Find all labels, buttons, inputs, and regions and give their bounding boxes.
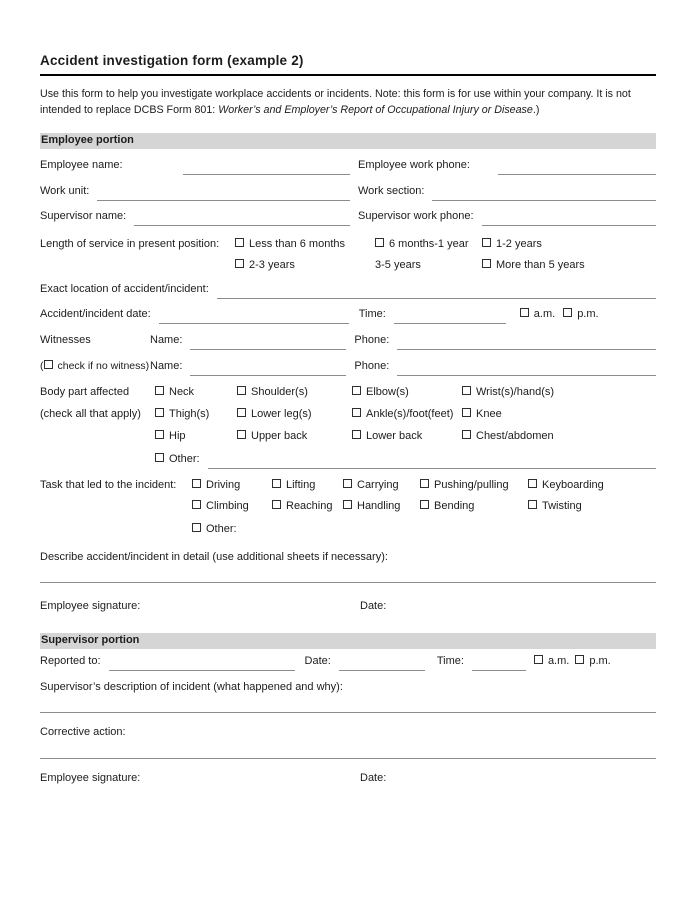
- 6-months-1-year-checkbox[interactable]: [375, 238, 384, 247]
- supervisor-name-label: Supervisor name:: [40, 210, 127, 222]
- climbing-option: [192, 499, 272, 513]
- reported-am-checkbox[interactable]: [534, 655, 543, 664]
- lower-back-option: [352, 429, 462, 443]
- date-am-checkbox[interactable]: [520, 308, 529, 317]
- thighs-label: Thigh(s): [169, 407, 210, 420]
- task-label: Task that led to the incident:: [40, 478, 177, 491]
- body-part-row-3: [40, 429, 656, 449]
- reported-pm-checkbox[interactable]: [575, 655, 584, 664]
- shoulders-checkbox[interactable]: [237, 386, 246, 395]
- driving-option: [192, 478, 272, 492]
- 6-months-1-year-label: 6 months-1 year: [389, 238, 469, 250]
- carrying-option: [343, 478, 420, 492]
- body-other-option: [155, 452, 200, 466]
- work-section-label: Work section:: [358, 184, 425, 197]
- elbows-option: [352, 385, 462, 399]
- reaching-option: [272, 499, 343, 513]
- 2-3-years-checkbox[interactable]: [235, 259, 244, 268]
- carrying-checkbox[interactable]: [343, 479, 352, 488]
- intro-line1: Use this form to help you investigate workplace accidents or incidents. Note: this form is for use within your company. It is not: [40, 88, 631, 100]
- accident-date-label: Accident/incident date:: [40, 308, 151, 320]
- employee-name-row: [40, 158, 656, 179]
- task-other-row: [40, 522, 656, 542]
- task-other-checkbox[interactable]: [192, 523, 201, 532]
- reaching-label: Reaching: [286, 500, 333, 513]
- less-than-6-months-label: Less than 6 months: [249, 238, 346, 250]
- reaching-checkbox[interactable]: [272, 500, 281, 509]
- chest-abdomen-checkbox[interactable]: [462, 430, 471, 439]
- corrective-action-label: Corrective action:: [40, 726, 126, 739]
- twisting-checkbox[interactable]: [528, 500, 537, 509]
- bending-option: [420, 499, 528, 513]
- no-witness-open-paren: (: [40, 359, 44, 372]
- chest-abdomen-option: [462, 429, 656, 443]
- length-of-service-row-2: [40, 258, 656, 279]
- lifting-option: [272, 478, 343, 492]
- 2-3-years-option: [235, 258, 375, 272]
- employee-signature-label: Employee signature:: [40, 600, 141, 613]
- employee-name-field: [40, 158, 350, 175]
- reported-date-input-line[interactable]: [339, 654, 425, 671]
- driving-checkbox[interactable]: [192, 479, 201, 488]
- witness-row-1: [40, 333, 656, 354]
- more-than-5-years-label: More than 5 years: [496, 259, 585, 271]
- accident-date-input-line[interactable]: [159, 307, 349, 324]
- work-unit-label: Work unit:: [40, 184, 90, 197]
- body-other-input-line[interactable]: [208, 452, 656, 469]
- witness1-name-label: Name:: [150, 334, 183, 346]
- date-pm-checkbox[interactable]: [563, 308, 572, 317]
- body-part-row-1: [40, 385, 656, 405]
- exact-location-row: [40, 282, 656, 303]
- supervisor-employee-signature-label: Employee signature:: [40, 772, 141, 785]
- bending-label: Bending: [434, 500, 475, 513]
- lower-legs-checkbox[interactable]: [237, 408, 246, 417]
- reported-time-input-line[interactable]: [472, 654, 526, 671]
- chest-abdomen-label: Chest/abdomen: [476, 430, 554, 443]
- carrying-label: Carrying: [357, 478, 399, 491]
- work-unit-field: [40, 184, 350, 201]
- body-part-label: Body part affected: [40, 385, 130, 398]
- elbows-checkbox[interactable]: [352, 386, 361, 395]
- supervisor-description-label: Supervisor’s description of incident (what happened and why):: [40, 681, 343, 694]
- am-option: [520, 307, 555, 321]
- accident-date-row: [40, 307, 656, 328]
- more-than-5-years-option: [482, 258, 585, 272]
- task-other-option: [192, 522, 237, 536]
- witness1-phone-input-line[interactable]: [397, 333, 656, 350]
- supervisor-name-input-line[interactable]: [134, 209, 350, 226]
- exact-location-input-line[interactable]: [217, 282, 656, 299]
- supervisor-name-row: [40, 209, 656, 230]
- driving-label: Driving: [206, 478, 241, 491]
- describe-incident-writing-line[interactable]: [40, 582, 656, 583]
- employee-signature-row: [40, 599, 656, 620]
- form-content: [40, 0, 656, 792]
- witness2-phone-input-line[interactable]: [397, 359, 656, 376]
- supervisor-description-writing-line[interactable]: [40, 712, 656, 713]
- reported-to-label: Reported to:: [40, 655, 101, 668]
- employee-signature-date-label: Date:: [360, 600, 387, 613]
- supervisor-work-phone-label: Supervisor work phone:: [358, 210, 474, 222]
- page-title: Accident investigation form (example 2): [40, 53, 304, 68]
- supervisor-name-field: [40, 209, 350, 226]
- task-row-2: [40, 499, 656, 519]
- climbing-label: Climbing: [206, 500, 249, 513]
- neck-option: [155, 385, 237, 399]
- ankles-feet-checkbox[interactable]: [352, 408, 361, 417]
- task-row-1: [40, 478, 656, 498]
- witness2-phone-label: Phone:: [354, 359, 390, 372]
- supervisor-portion-header: Supervisor portion: [40, 633, 656, 649]
- am-label: a.m.: [533, 308, 556, 320]
- 1-2-years-label: 1-2 years: [496, 238, 542, 250]
- climbing-checkbox[interactable]: [192, 500, 201, 509]
- upper-back-label: Upper back: [251, 430, 308, 443]
- hip-checkbox[interactable]: [155, 430, 164, 439]
- intro-paragraph: [40, 87, 656, 118]
- 3-5-years-label: 3-5 years: [375, 259, 421, 271]
- supervisor-work-phone-field: [358, 209, 656, 226]
- employee-name-label: Employee name:: [40, 159, 123, 171]
- lower-back-label: Lower back: [366, 430, 423, 443]
- task-other-label: Other:: [206, 523, 237, 536]
- intro-line2-suffix: .): [532, 103, 540, 116]
- bending-checkbox[interactable]: [420, 500, 429, 509]
- reported-to-input-line[interactable]: [109, 654, 295, 671]
- handling-option: [343, 499, 420, 513]
- knee-label: Knee: [476, 407, 502, 420]
- time-input-line[interactable]: [394, 307, 506, 324]
- pushing-pulling-option: [420, 478, 528, 492]
- work-section-field: [358, 184, 656, 201]
- handling-label: Handling: [357, 500, 401, 513]
- twisting-option: [528, 499, 656, 513]
- pm-option: [563, 307, 598, 321]
- knee-checkbox[interactable]: [462, 408, 471, 417]
- less-than-6-months-checkbox[interactable]: [235, 238, 244, 247]
- wrists-hands-option: [462, 385, 656, 399]
- lower-legs-option: [237, 407, 352, 421]
- keyboarding-checkbox[interactable]: [528, 479, 537, 488]
- corrective-action-writing-line[interactable]: [40, 758, 656, 759]
- twisting-label: Twisting: [542, 500, 582, 513]
- reported-time-label: Time:: [436, 655, 464, 668]
- thighs-option: [155, 407, 237, 421]
- intro-form-801-title: Worker’s and Employer’s Report of Occupational Injury or Disease: [218, 103, 533, 116]
- intro-line2-prefix: intended to replace DCBS Form 801:: [40, 103, 219, 116]
- pushing-pulling-checkbox[interactable]: [420, 479, 429, 488]
- describe-incident-label: Describe accident/incident in detail (use additional sheets if necessary):: [40, 551, 388, 564]
- keyboarding-option: [528, 478, 656, 492]
- supervisor-signature-row: [40, 771, 656, 792]
- body-part-other-row: [40, 452, 656, 472]
- witness-row-2: [40, 359, 656, 380]
- lower-legs-label: Lower leg(s): [251, 407, 312, 420]
- lifting-label: Lifting: [286, 478, 316, 491]
- 6-months-1-year-option: [375, 237, 482, 251]
- employee-work-phone-label: Employee work phone:: [358, 159, 470, 171]
- work-unit-row: [40, 184, 656, 205]
- reported-am-label: a.m.: [547, 655, 570, 668]
- reported-date-label: Date:: [304, 655, 331, 668]
- witnesses-label: Witnesses: [40, 334, 91, 346]
- witness2-name-label: Name:: [150, 359, 183, 372]
- hip-option: [155, 429, 237, 443]
- length-of-service-label: Length of service in present position:: [40, 238, 220, 250]
- employee-name-input-line[interactable]: [183, 158, 350, 175]
- body-part-row-2: [40, 407, 656, 427]
- time-label: Time:: [358, 308, 386, 320]
- employee-work-phone-input-line[interactable]: [498, 158, 656, 175]
- work-section-input-line[interactable]: [432, 184, 656, 201]
- reported-to-row: [40, 654, 656, 675]
- witness1-phone-label: Phone:: [354, 334, 390, 346]
- employee-portion-header: Employee portion: [40, 133, 656, 149]
- keyboarding-label: Keyboarding: [542, 478, 604, 491]
- work-unit-input-line[interactable]: [97, 184, 350, 201]
- lower-back-checkbox[interactable]: [352, 430, 361, 439]
- knee-option: [462, 407, 656, 421]
- neck-label: Neck: [169, 385, 195, 398]
- reported-pm-label: p.m.: [589, 655, 611, 668]
- 1-2-years-checkbox[interactable]: [482, 238, 491, 247]
- 1-2-years-option: [482, 237, 542, 251]
- body-other-checkbox[interactable]: [155, 453, 164, 462]
- employee-work-phone-field: [358, 158, 656, 175]
- upper-back-checkbox[interactable]: [237, 430, 246, 439]
- reported-pm-option: [575, 654, 610, 668]
- title-rule: [40, 74, 656, 76]
- exact-location-label: Exact location of accident/incident:: [40, 283, 209, 295]
- less-than-6-months-option: [235, 237, 375, 251]
- lifting-checkbox[interactable]: [272, 479, 281, 488]
- supervisor-work-phone-input-line[interactable]: [482, 209, 656, 226]
- no-witness-option: [40, 359, 150, 373]
- no-witness-checkbox[interactable]: [44, 360, 53, 369]
- check-all-that-apply-label: (check all that apply): [40, 407, 141, 420]
- pm-label: p.m.: [577, 308, 599, 320]
- shoulders-option: [237, 385, 352, 399]
- handling-checkbox[interactable]: [343, 500, 352, 509]
- elbows-label: Elbow(s): [366, 385, 409, 398]
- length-of-service-row-1: [40, 237, 656, 258]
- more-than-5-years-checkbox[interactable]: [482, 259, 491, 268]
- ankles-feet-label: Ankle(s)/foot(feet): [366, 407, 454, 420]
- 2-3-years-label: 2-3 years: [249, 259, 295, 271]
- witness2-name-input-line[interactable]: [190, 359, 346, 376]
- body-other-label: Other:: [169, 452, 200, 465]
- witness1-name-input-line[interactable]: [190, 333, 346, 350]
- reported-am-option: [534, 654, 569, 668]
- hip-label: Hip: [169, 430, 186, 443]
- neck-checkbox[interactable]: [155, 386, 164, 395]
- supervisor-signature-date-label: Date:: [360, 772, 387, 785]
- thighs-checkbox[interactable]: [155, 408, 164, 417]
- ankles-feet-option: [352, 407, 462, 421]
- shoulders-label: Shoulder(s): [251, 385, 308, 398]
- no-witness-label: check if no witness): [57, 359, 150, 372]
- upper-back-option: [237, 429, 352, 443]
- wrists-hands-checkbox[interactable]: [462, 386, 471, 395]
- wrists-hands-label: Wrist(s)/hand(s): [476, 385, 555, 398]
- pushing-pulling-label: Pushing/pulling: [434, 478, 509, 491]
